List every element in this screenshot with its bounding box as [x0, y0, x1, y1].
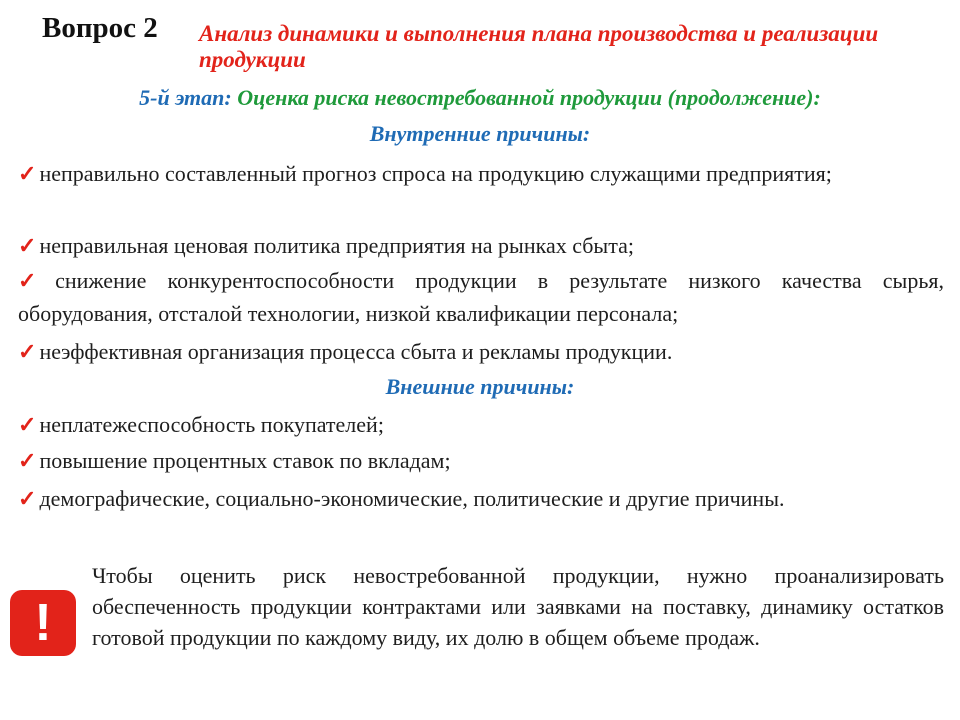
checkmark-icon: ✓ — [18, 486, 37, 511]
checkmark-icon: ✓ — [18, 233, 37, 258]
external-causes-heading: Внешние причины: — [385, 374, 575, 399]
list-item-text: неэффективная организация процесса сбыта и рекламы продукции. — [39, 339, 673, 364]
list-item-text: повышение процентных ставок по вкладам; — [39, 448, 451, 473]
list-item-text: снижение конкурентоспособности продукции в результате низкого качества сырья, оборудования, отсталой технологии, низкой квалификации персонала; — [18, 268, 944, 326]
list-item-text: демографические, социально-экономические, политические и другие причины. — [39, 486, 785, 511]
checkmark-icon: ✓ — [18, 161, 37, 186]
list-item — [18, 229, 944, 262]
exclamation-glyph: ! — [34, 594, 52, 652]
list-item — [18, 157, 944, 190]
list-item-text: неправильно составленный прогноз спроса на продукцию служащими предприятия; — [39, 161, 832, 186]
list-item — [18, 335, 944, 368]
list-item — [18, 444, 944, 477]
checkmark-icon: ✓ — [18, 448, 37, 473]
list-item — [18, 408, 944, 441]
checkmark-icon: ✓ — [18, 268, 53, 293]
checkmark-icon: ✓ — [18, 339, 37, 364]
stage-text: Оценка риска невостребованной продукции (продолжение): — [237, 85, 821, 110]
warning-note: Чтобы оценить риск невостребованной продукции, нужно проанализировать обеспеченность продукции контрактами или заявками на поставку, динамику остатков готовой продукции по каждому виду, их долю в общем объеме продаж. — [92, 563, 944, 650]
question-topic: Анализ динамики и выполнения плана производства и реализации продукции — [199, 21, 879, 72]
list-item-text: неправильная ценовая политика предприятия на рынках сбыта; — [39, 233, 634, 258]
list-item-text: неплатежеспособность покупателей; — [39, 412, 384, 437]
checkmark-icon: ✓ — [18, 412, 37, 437]
internal-causes-heading: Внутренние причины: — [369, 121, 591, 146]
stage-number: 5-й этап: — [139, 85, 232, 110]
list-item — [18, 482, 944, 515]
warning-icon — [10, 590, 76, 656]
stage-heading — [0, 84, 960, 112]
question-label: Вопрос 2 — [42, 12, 158, 44]
list-item — [18, 264, 944, 330]
